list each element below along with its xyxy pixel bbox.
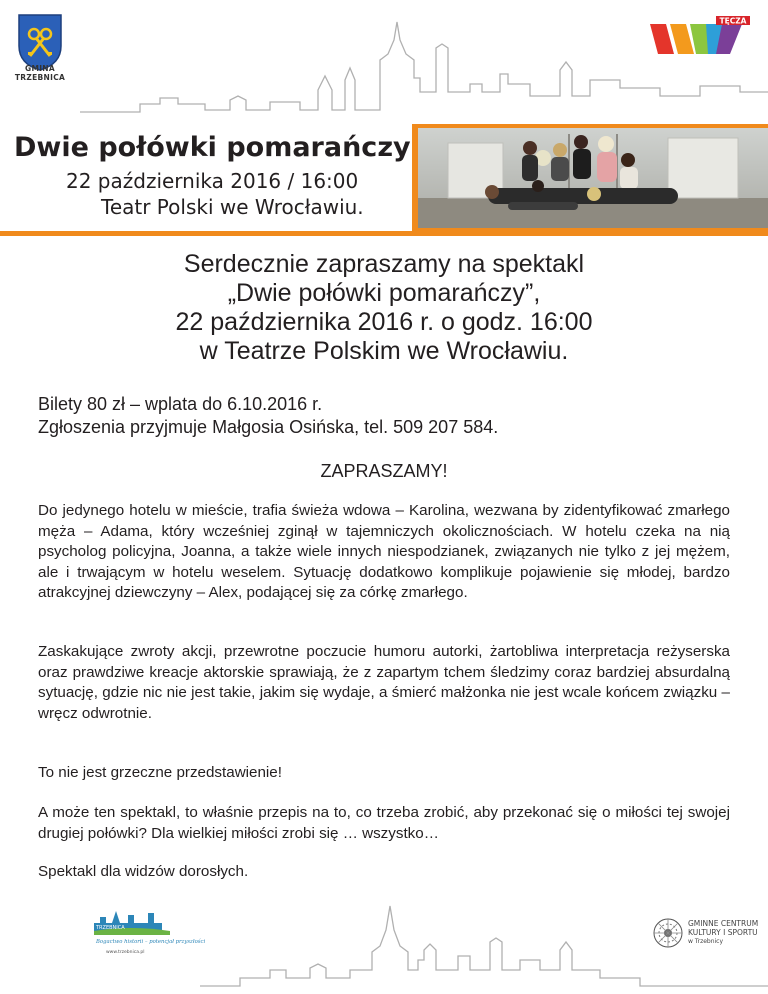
gck-line-1: GMINNE CENTRUM	[688, 919, 759, 928]
trzebnica-logo-name: TRZEBNICA	[96, 925, 125, 931]
tecza-logo	[646, 14, 754, 64]
trzebnica-slogan: Bogactwo historii – potencjał przyszłości	[96, 939, 206, 945]
gmina-trzebnica-label	[8, 64, 72, 82]
trzebnica-logo	[92, 905, 206, 963]
invitation-line-1: Serdecznie zapraszamy na spektakl	[183, 250, 585, 278]
invitation-block	[60, 250, 708, 366]
description-paragraph: A może ten spektakl, to właśnie przepis na to, co trzeba zrobić, aby przekonać się o miłości tej swojej drugiej połówki? Dla wielkiej miłości zrobi się … wszystko…	[38, 804, 730, 842]
audience-note: Spektakl dla widzów dorosłych.	[38, 863, 249, 880]
gck-name	[688, 919, 758, 946]
cast-photo	[418, 128, 768, 228]
tecza-logo-text: TĘCZA	[719, 16, 747, 26]
gck-line-3: w Trzebnicy	[688, 938, 724, 945]
event-venue: Teatr Polski we Wrocławiu.	[101, 195, 364, 219]
invitation-line-4: w Teatrze Polskim we Wrocławiu.	[199, 337, 569, 365]
trzebnica-label: TRZEBNICA	[14, 73, 66, 82]
invitation-line-2: „Dwie połówki pomarańczy”,	[227, 279, 541, 307]
invitation-line-3: 22 października 2016 r. o godz. 16:00	[175, 308, 593, 336]
gck-line-2: KULTURY I SPORTU	[688, 928, 758, 937]
zapraszamy-heading: ZAPRASZAMY!	[320, 461, 448, 481]
cast-photo-image	[418, 128, 768, 228]
event-date-time: 22 października 2016 / 16:00	[66, 169, 359, 193]
ticket-price: Bilety 80 zł – wplata do 6.10.2016 r.	[38, 394, 323, 414]
gmina-label: GMINA	[25, 64, 55, 73]
description-paragraph: Do jedynego hotelu w mieście, trafia świeża wdowa – Karolina, wezwana by zidentyfikować zmarłego męża – Adama, który wcześniej zginął w tajemniczych okolicznościach. W hotelu czeka na nią psycholog policyjna, Joanna, a także wiele innych niespodzianek, związanych nie tylko z jej mężem, ale i trwającym w hotelu weselem. Sytuację dodatkowo komplikuje pojawienie się młodej, bardzo atrakcyjnej dziewczyny – Alex, podającej się za córkę zmarłego.	[38, 502, 730, 601]
trzebnica-url: www.trzebnica.pl	[106, 950, 145, 955]
description-paragraph: To nie jest grzeczne przedstawienie!	[38, 764, 282, 781]
ticket-info	[38, 393, 498, 439]
description-paragraph: Zaskakujące zwroty akcji, przewrotne poczucie humoru autorki, żartobliwa interpretacja reżyserska oraz prawdziwe kreacje aktorskie sprawiają, że z zapartym tchem śledzimy coraz bardziej absurdalną sytuację, gdzie nic nie jest takie, jakim się wydaje, a śmierć małżonka nie jest wcale końcem związku – wręcz odwrotnie.	[38, 643, 730, 722]
gmina-trzebnica-crest	[16, 12, 64, 72]
ticket-contact: Zgłoszenia przyjmuje Małgosia Osińska, tel. 509 207 584.	[38, 417, 499, 437]
event-title: Dwie połówki pomarańczy	[14, 132, 411, 163]
